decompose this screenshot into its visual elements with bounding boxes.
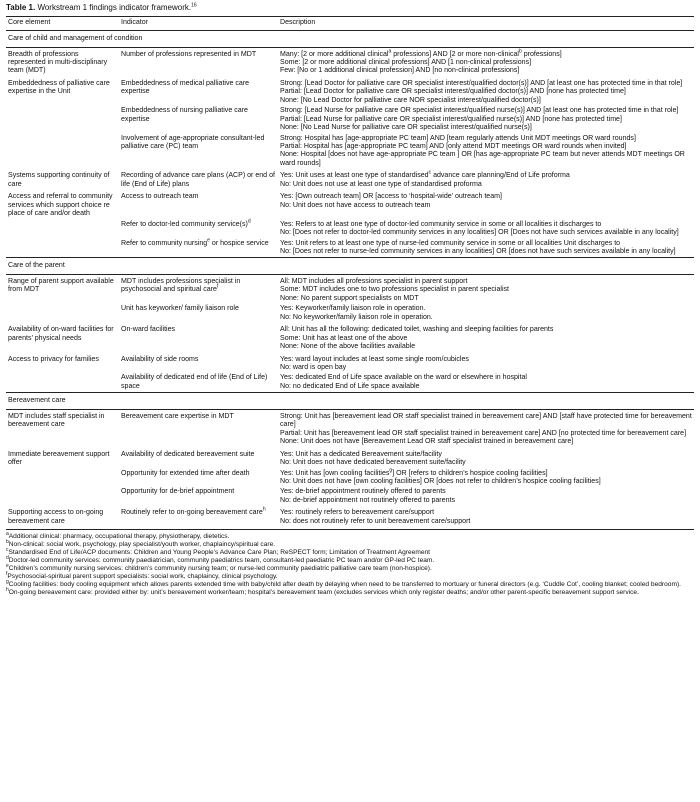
- core-element-cell: Embeddedness of palliative care expertise in the Unit: [8, 79, 110, 96]
- caption-ref: 16: [191, 2, 197, 9]
- description-line: Partial: [Lead Doctor for palliative care OR specialist interest/qualified doctor(s)] AND [none has protected time]: [280, 88, 626, 96]
- table-row: [6, 487, 694, 506]
- header-description: Description: [280, 18, 316, 26]
- footnote: $^h$On-going bereavement care: provided either by: unit’s bereavement worker/team; hospital’s bereavement team (excludes services which only register deaths; and/or other parent-specific bereavement support service.: [6, 587, 639, 597]
- core-element-cell: Access to privacy for families: [8, 355, 99, 363]
- description-cell: [278, 220, 694, 239]
- section-row: [6, 393, 694, 409]
- description-line: All: MDT includes all professions specialist in parent support: [280, 277, 468, 285]
- table-caption: [6, 3, 694, 13]
- footnote: $^e$Children’s community nursing services: children’s community nursing team; or nurse-led community paediatric palliative care team (non-hospice).: [6, 563, 432, 573]
- description-line: Yes: Refers to at least one type of doctor-led community service in some or all localities it discharges to: [280, 220, 602, 228]
- description-cell: [278, 239, 694, 258]
- footnote: $^f$Psychosocial-spiritual parent support specialists: social work, chaplaincy, clinical psychology.: [6, 571, 278, 581]
- table-row: [6, 373, 694, 392]
- section-title: Care of the parent: [8, 262, 65, 270]
- description-cell: [278, 134, 694, 170]
- table-row: [6, 353, 694, 374]
- caption-label: Table 1.: [6, 3, 36, 12]
- table-row: [6, 323, 694, 352]
- indicator-cell: Recording of advance care plans (ACP) or end of life (End of Life) plans: [121, 172, 275, 188]
- description-cell: [278, 323, 694, 352]
- description-cell: [278, 274, 694, 304]
- description-line: No: [Does not refer to nurse-led community services in any localities] OR [does not have such services available in any locality]: [280, 248, 676, 256]
- indicator-cell: Refer to community nursing$^e$ or hospice service: [121, 237, 269, 247]
- footnotes: [6, 529, 694, 597]
- description-cell: [278, 448, 694, 469]
- indicator-framework-table: [6, 16, 694, 528]
- caption-text: Workstream 1 findings indicator framework.: [37, 3, 192, 12]
- description-line: No: Unit does not use at least one type of standardised proforma: [280, 180, 482, 188]
- description-line: No: no dedicated End of Life space available: [280, 382, 420, 390]
- section-row: [6, 258, 694, 274]
- core-element-cell: Access and referral to community services which support choice re place of care and/or death: [8, 193, 113, 218]
- description-line: Partial: Hospital has [age-appropriate PC team] AND [only attend MDT meetings OR ward rounds when invited]: [280, 143, 627, 151]
- description-line: Partial: [Lead Nurse for palliative care OR specialist interest/qualified nurse(s)] AND [none has protected time]: [280, 115, 622, 123]
- indicator-cell: Opportunity for extended time after death: [121, 469, 250, 477]
- description-cell: [278, 47, 694, 77]
- description-line: Yes: Keyworker/family liaison role in operation.: [280, 305, 426, 313]
- description-line: Strong: [Lead Nurse for palliative care OR specialist interest/qualified nurse(s)] AND [at least one has protected time in that role]: [280, 107, 679, 115]
- table-row: [6, 220, 694, 239]
- description-line: Yes: [Own outreach team] OR [access to ‘hospital-wide’ outreach team]: [280, 193, 502, 201]
- indicator-cell: Availability of side rooms: [121, 355, 199, 363]
- indicator-cell: Opportunity for de-brief appointment: [121, 488, 235, 496]
- description-cell: [278, 77, 694, 106]
- description-line: Some: MDT includes one to two professions specialist in parent specialist: [280, 286, 510, 294]
- indicator-cell: MDT includes professions specialist in psychosocial and spiritual care$^f$: [121, 277, 241, 294]
- footnote: $^a$Additional clinical: pharmacy, occupational therapy, physiotherapy, dietetics.: [6, 531, 230, 541]
- description-line: Yes: de-brief appointment routinely offered to parents: [280, 488, 446, 496]
- table-row: [6, 506, 694, 527]
- table-row: [6, 134, 694, 170]
- description-cell: [278, 373, 694, 392]
- table-header-row: [6, 16, 694, 30]
- description-line: None: [No Lead Doctor for palliative care NOR specialist interest/qualified doctor(s)]: [280, 96, 541, 104]
- description-line: No: de-brief appointment not routinely offered to parents: [280, 496, 455, 504]
- core-element-cell: Availability of on-ward facilities for parents’ physical needs: [8, 326, 114, 342]
- description-line: Yes: Unit refers to at least one type of nurse-led community service in some or all localities Unit discharges to: [280, 239, 621, 247]
- description-line: Partial: Unit has [bereavement lead OR staff specialist trained in bereavement care] AND [no protected time for bereavement care]: [280, 429, 687, 437]
- description-line: Many: [2 or more additional clinical$^a$ professions] AND [2 or more non-clinical$^b$ professions]: [280, 48, 562, 58]
- table-row: [6, 239, 694, 258]
- table-row: [6, 169, 694, 190]
- description-line: Yes: routinely refers to bereavement care/support: [280, 509, 435, 517]
- description-line: No: ward is open bay: [280, 364, 347, 371]
- header-core-element: Core element: [8, 18, 51, 26]
- footnote: $^d$Doctor-led community services: community paediatrician, community paediatrics team, consultant-led paediatric PC team and/or GP-led PC team.: [6, 555, 435, 565]
- header-indicator: Indicator: [121, 18, 149, 26]
- description-line: Yes: dedicated End of Life space available on the ward or elsewhere in hospital: [280, 374, 527, 382]
- footnote: $^g$Cooling facilities: body cooling equipment which allows parents extended time with baby/child after death by delaying when need to be transferred to mortuary or funeral directors (e.g. ‘Cuddle Cot’, cooling blanket; cooled bedroom).: [6, 579, 681, 589]
- indicator-cell: Refer to doctor-led community $service(s)^d$: [121, 218, 251, 228]
- core-element-cell: [6, 239, 119, 258]
- core-element-cell: [6, 373, 119, 392]
- core-element-cell: [6, 304, 119, 323]
- description-cell: [278, 190, 694, 219]
- description-line: Strong: Unit has [bereavement lead OR staff specialist trained in bereavement care] AND [staff have protected time for bereavement care]: [280, 412, 692, 429]
- indicator-cell: Routinely refer to on-going bereavement care$^h$: [121, 507, 266, 517]
- table-row: [6, 190, 694, 219]
- core-element-cell: Range of parent support available from MDT: [8, 277, 114, 294]
- indicator-cell: Number of professions represented in MDT: [121, 50, 257, 58]
- indicator-cell: Availability of dedicated bereavement suite: [121, 450, 255, 458]
- description-line: None: Unit does not have [Bereavement Lead OR staff specialist trained in bereavement care]: [280, 438, 574, 446]
- description-line: All: Unit has all the following: dedicated toilet, washing and sleeping facilities for parents: [280, 326, 554, 334]
- description-cell: [278, 409, 694, 447]
- indicator-cell: Bereavement care expertise in MDT: [121, 412, 234, 420]
- description-line: None: No parent support specialists on MDT: [280, 294, 419, 302]
- description-line: No: Unit does not have dedicated bereavement suite/facility: [280, 459, 466, 467]
- description-line: None: None of the above facilities available: [280, 343, 416, 351]
- description-line: No: No keyworker/family liaison role in operation.: [280, 313, 433, 321]
- table-row: [6, 77, 694, 106]
- description-line: None: Hospital [does not have age-appropriate PC team ] OR [has age-appropriate PC team but never attends MDT meetings OR ward rounds]: [280, 151, 685, 167]
- table-row: [6, 106, 694, 133]
- description-line: No: Unit does not have access to outreach team: [280, 201, 431, 209]
- core-element-cell: Immediate bereavement support offer: [8, 450, 110, 467]
- indicator-cell: Unit has keyworker/ family liaison role: [121, 305, 239, 313]
- core-element-cell: [6, 487, 119, 506]
- description-line: None: [No Lead Nurse for palliative care OR specialist interest/qualified nurse(s)]: [280, 124, 532, 132]
- table-row: [6, 409, 694, 447]
- description-cell: [278, 353, 694, 374]
- section-title: Care of child and management of condition: [8, 35, 143, 43]
- description-cell: [278, 469, 694, 488]
- indicator-cell: Access to outreach team: [121, 193, 199, 201]
- core-element-cell: Breadth of professions represented in multi-disciplinary team (MDT): [8, 50, 108, 75]
- description-cell: [278, 506, 694, 527]
- core-element-cell: [6, 134, 119, 170]
- description-line: Some: Unit has at least one of the above: [280, 334, 408, 342]
- description-cell: [278, 487, 694, 506]
- description-cell: [278, 169, 694, 190]
- description-line: Some: [2 or more additional clinical professions] AND [1 non-clinical professions]: [280, 58, 532, 66]
- section-row: [6, 31, 694, 47]
- description-line: Yes: ward layout includes at least some single room/cubicles: [280, 355, 469, 363]
- table-body: [6, 31, 694, 528]
- table-row: [6, 47, 694, 77]
- section-title: Bereavement care: [8, 397, 66, 405]
- description-line: No: Unit does not have [own cooling facilities] OR [does not refer to children’s hospice cooling facilities]: [280, 477, 601, 485]
- core-element-cell: [6, 106, 119, 133]
- description-line: Strong: Hospital has [age-appropriate PC team] AND [team regularly attends Unit MDT meetings OR ward rounds]: [280, 134, 636, 142]
- description-cell: [278, 304, 694, 323]
- table-row: [6, 448, 694, 469]
- description-line: Yes: Unit has a dedicated Bereavement suite/facility: [280, 450, 442, 458]
- table-row: [6, 304, 694, 323]
- description-line: No: does not routinely refer to unit bereavement care/support: [280, 517, 471, 525]
- footnote: $^b$Non-clinical: social work, psychology, play specialist/youth worker, chaplaincy/spiritual care.: [6, 539, 276, 549]
- indicator-cell: Embeddedness of medical palliative care expertise: [121, 79, 250, 96]
- description-line: Few: [No or 1 additional clinical profession] AND [no non-clinical professions]: [280, 67, 520, 75]
- core-element-cell: [6, 469, 119, 488]
- table-row: [6, 274, 694, 304]
- core-element-cell: MDT includes staff specialist in bereavement care: [8, 412, 105, 429]
- core-element-cell: Systems supporting continuity of care: [8, 172, 110, 188]
- indicator-cell: Involvement of age-appropriate consultant-led palliative care (PC) team: [121, 134, 265, 151]
- description-line: Yes: Unit uses at least one type of standardised$^c$ advance care planning/End of Life proforma: [280, 170, 570, 180]
- description-line: Strong: [Lead Doctor for palliative care OR specialist interest/qualified doctor(s)] AND [at least one has protected time in that role]: [280, 79, 683, 87]
- description-line: Yes: Unit has [own cooling facilities$^g$] OR [refers to children’s hospice cooling facilities]: [280, 467, 548, 477]
- indicator-cell: Availability of dedicated end of life (End of Life) space: [121, 374, 268, 390]
- core-element-cell: [6, 220, 119, 239]
- footnote: $^c$Standardised End of Life/ACP documents: Children and Young People’s Advance Care Plan; ReSPECT form; Limitation of Treatment Agreement: [6, 547, 431, 557]
- description-line: No: [Does not refer to doctor-led community services in any localities] OR [Does not have such services available in any locality]: [280, 229, 679, 237]
- description-cell: [278, 106, 694, 133]
- indicator-cell: Embeddedness of nursing palliative care expertise: [121, 107, 248, 123]
- core-element-cell: Supporting access to on-going bereavement care: [8, 509, 104, 525]
- indicator-cell: On-ward facilities: [121, 326, 176, 334]
- table-row: [6, 469, 694, 488]
